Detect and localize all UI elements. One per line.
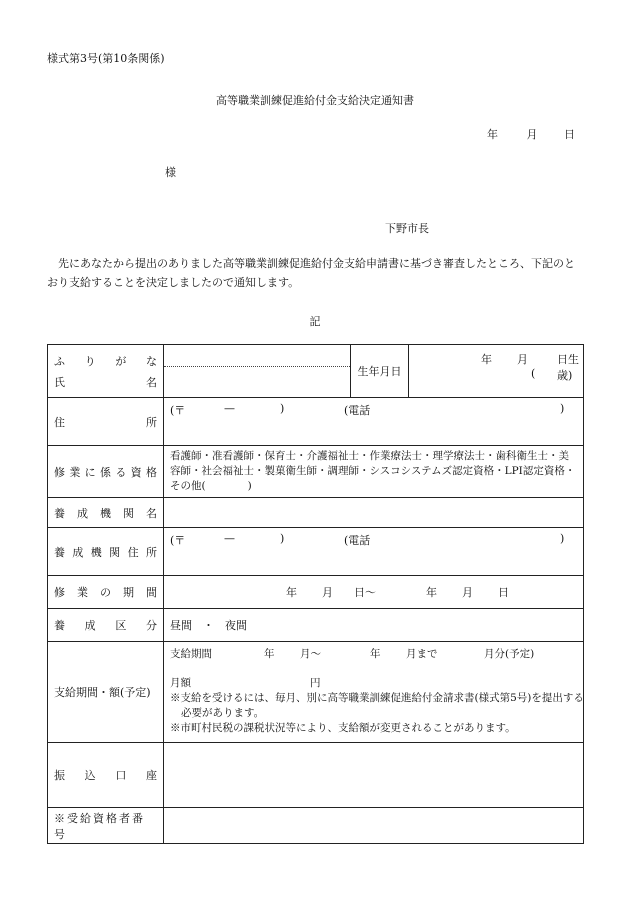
- recipient-row: [48, 808, 584, 844]
- name-label: 氏 名: [54, 375, 157, 389]
- addressee-suffix: 様: [165, 166, 176, 179]
- document-title: 高等職業訓練促進給付金支給決定通知書: [216, 94, 414, 107]
- note-submit-claim: ※支給を受けるには、毎月、別に高等職業訓練促進給付金請求書(様式第5号)を提出する必要があります。: [170, 692, 584, 719]
- inst-postal-dash: —: [224, 532, 235, 545]
- furigana-field[interactable]: [164, 345, 350, 367]
- postal-close: ): [280, 402, 285, 415]
- bank-field[interactable]: [164, 743, 584, 808]
- name-field[interactable]: [164, 367, 350, 397]
- date-day: 日: [564, 128, 575, 141]
- inst-postal-open: (〒: [170, 534, 186, 547]
- birth-label: 生年月日: [351, 345, 409, 398]
- tel-close: ): [560, 402, 565, 415]
- institution-address-label: 養 成 機 関 住 所: [48, 528, 164, 576]
- division-row: [48, 609, 584, 642]
- qualification-options[interactable]: 看護師・准看護師・保育士・介護福祉士・作業療法士・理学療法士・歯科衛生士・美容師・社会福祉士・製菓衛生師・調理師・シスコシステムズ認定資格・LPI認定資格・その他( ): [164, 446, 584, 498]
- address-field[interactable]: [164, 398, 584, 446]
- furigana-label: ふ り が な: [54, 354, 157, 368]
- bank-row: [48, 743, 584, 808]
- recipient-number-label: ※受給資格者番号: [48, 808, 164, 844]
- institution-address-field[interactable]: [164, 528, 584, 576]
- inst-tel-close: ): [560, 532, 565, 545]
- sender-name: 下野市長: [385, 222, 429, 235]
- tel-open: (電話: [344, 404, 371, 417]
- name-input-cell[interactable]: [164, 345, 351, 398]
- address-label: 住 所: [48, 398, 164, 446]
- date-month: 月: [526, 128, 538, 141]
- decision-table: [47, 344, 584, 844]
- date-year: 年: [487, 128, 498, 141]
- notice-body: 先にあなたから提出のありました高等職業訓練促進給付金支給申請書に基づき審査したところ、下記のとおり支給することを決定しましたので通知します。: [47, 257, 575, 289]
- division-label: 養 成 区 分: [48, 609, 164, 642]
- birth-date-cell[interactable]: [409, 345, 584, 398]
- birth-day: 日生: [557, 353, 579, 366]
- birth-year: 年: [481, 353, 492, 366]
- ki-heading: 記: [309, 315, 321, 328]
- institution-label: 養 成 機 関 名: [48, 498, 164, 528]
- date-line: [487, 126, 575, 142]
- institution-field[interactable]: [164, 498, 584, 528]
- bank-label: 振 込 口 座: [48, 743, 164, 808]
- study-period-label: 修 業 の 期 間: [48, 576, 164, 609]
- payment-label: 支給期間・額(予定): [48, 642, 164, 743]
- recipient-number-field[interactable]: [164, 808, 584, 844]
- name-row: [48, 345, 584, 398]
- qualification-label: 修 業 に 係 る 資 格: [48, 446, 164, 498]
- note-tax-status: ※市町村民税の課税状況等により、支給額が変更されることがあります。: [170, 722, 516, 734]
- name-label-cell: [48, 345, 164, 398]
- postal-dash: —: [224, 402, 235, 415]
- postal-open: (〒: [170, 404, 186, 417]
- age-open: (: [531, 367, 536, 380]
- payment-field[interactable]: 支給期間 年 月〜 年 月まで 月分(予定) 月額 円 ※支給を受けるには、毎月、別に高等職業訓練促進給付金請求書(様式第5号)を提出する必要があります。 ※市町村民税の課税状況等により、支給額が変更されることがあります。: [164, 642, 584, 743]
- study-period-field[interactable]: 年 月 日〜 年 月 日: [164, 576, 584, 609]
- inst-postal-close: ): [280, 532, 285, 545]
- form-number-label: 様式第3号(第10条関係): [47, 52, 165, 65]
- payment-row: [48, 642, 584, 743]
- study-period-row: [48, 576, 584, 609]
- institution-address-row: [48, 528, 584, 576]
- qualification-row: [48, 446, 584, 498]
- division-options[interactable]: 昼間 ・ 夜間: [164, 609, 584, 642]
- address-row: [48, 398, 584, 446]
- inst-tel-open: (電話: [344, 534, 371, 547]
- age-close: 歳): [557, 369, 573, 382]
- institution-row: [48, 498, 584, 528]
- birth-month: 月: [517, 353, 528, 366]
